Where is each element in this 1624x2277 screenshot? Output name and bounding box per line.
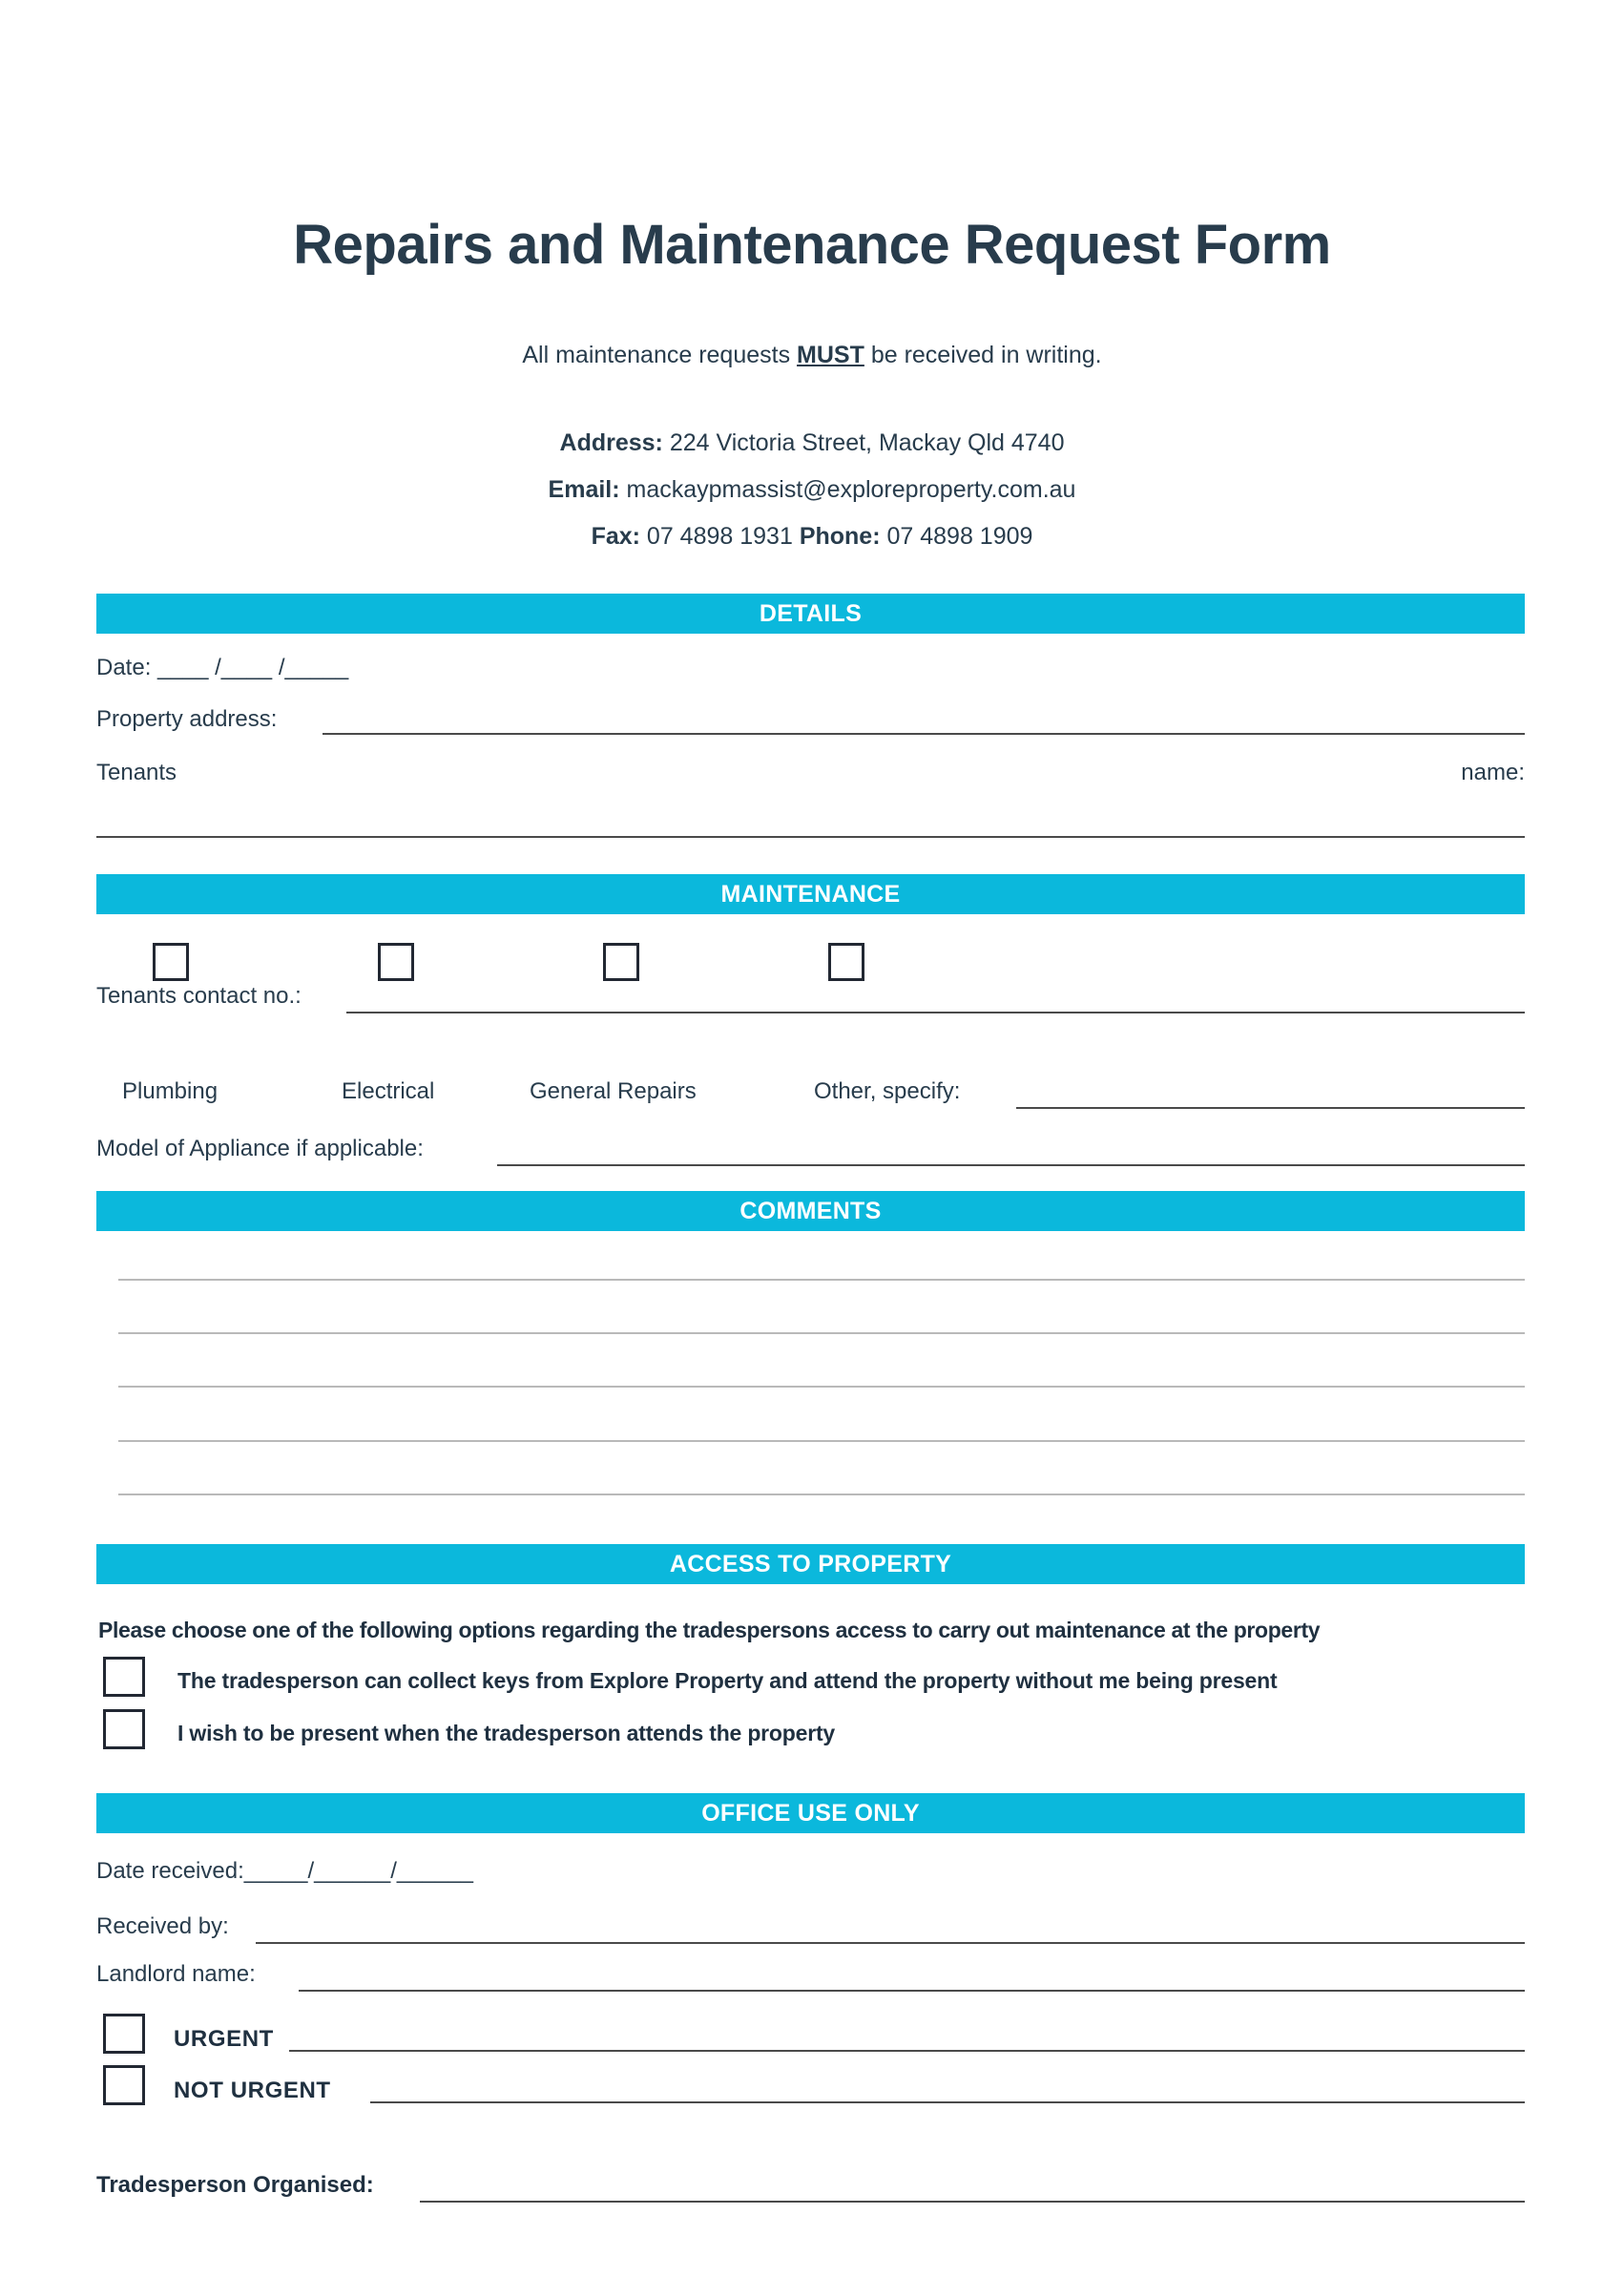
section-heading-maintenance: MAINTENANCE [96,874,1525,914]
checkbox-plumbing[interactable] [153,943,189,981]
checkbox-electrical[interactable] [378,943,414,981]
tenants-name-row [96,760,1525,786]
not-urgent-label: NOT URGENT [174,2078,331,2103]
subtitle-pre: All maintenance requests [522,342,798,368]
contact-address-line [0,420,1624,467]
property-address-label: Property address: [96,706,278,732]
access-option-1-label: The tradesperson can collect keys from Explore Property and attend the property without me being present [177,1668,1278,1693]
page-title: Repairs and Maintenance Request Form [293,214,1331,276]
contact-block [0,420,1624,560]
fax-value: 07 4898 1931 [639,523,800,550]
model-appliance-input-line[interactable] [497,1164,1525,1166]
contact-email-line [0,467,1624,513]
maintenance-option-label-plumbing: Plumbing [122,1078,219,1104]
address-value: 224 Victoria Street, Mackay Qld 4740 [662,429,1065,456]
date-received-label: Date received:_____/______/______ [96,1858,473,1884]
access-instruction-text: Please choose one of the following options regarding the tradespersons access to carry out maintenance at the property [98,1618,1321,1642]
access-option-2-label: I wish to be present when the tradesperson attends the property [177,1721,836,1745]
checkbox-be-present[interactable] [103,1709,145,1749]
comments-line-2[interactable] [118,1332,1525,1334]
landlord-name-input-line[interactable] [299,1990,1525,1992]
contact-fax-phone-line [0,513,1624,560]
other-specify-input-line[interactable] [1016,1107,1525,1109]
tenants-name-label: name: [1461,760,1525,785]
address-label: Address: [559,429,663,456]
maintenance-option-label-general-repairs: General Repairs [530,1078,697,1104]
comments-line-5[interactable] [118,1494,1525,1495]
maintenance-option-label-other: Other, specify: [814,1078,961,1104]
tenants-label: Tenants [96,760,177,785]
email-label: Email: [548,476,620,503]
subtitle [0,342,1624,369]
subtitle-post: be received in writing. [864,342,1102,368]
tradesperson-organised-input-line[interactable] [420,2201,1525,2203]
received-by-label: Received by: [96,1913,229,1939]
comments-line-4[interactable] [118,1440,1525,1442]
comments-line-3[interactable] [118,1386,1525,1388]
tradesperson-organised-label: Tradesperson Organised: [96,2172,374,2198]
subtitle-must-emphasis: MUST [797,342,864,368]
section-heading-comments: COMMENTS [96,1191,1525,1231]
date-field-label: Date: ____ /____ /_____ [96,655,349,680]
phone-value: 07 4898 1909 [880,523,1033,550]
checkbox-urgent[interactable] [103,2014,145,2054]
checkbox-not-urgent[interactable] [103,2065,145,2105]
tenants-name-input-line[interactable] [96,836,1525,838]
email-value: mackaypmassist@exploreproperty.com.au [619,476,1076,503]
property-address-input-line[interactable] [323,733,1525,735]
checkbox-general-repairs[interactable] [603,943,639,981]
model-appliance-label: Model of Appliance if applicable: [96,1136,424,1161]
not-urgent-input-line[interactable] [370,2101,1525,2103]
tenants-contact-label: Tenants contact no.: [96,983,302,1009]
fax-label: Fax: [591,523,640,550]
phone-label: Phone: [799,523,881,550]
urgent-input-line[interactable] [289,2050,1525,2052]
section-heading-access: ACCESS TO PROPERTY [96,1544,1525,1584]
tenants-contact-input-line[interactable] [346,1012,1525,1013]
landlord-name-label: Landlord name: [96,1961,256,1987]
section-heading-office: OFFICE USE ONLY [96,1793,1525,1833]
comments-line-1[interactable] [118,1279,1525,1281]
checkbox-other[interactable] [828,943,864,981]
maintenance-option-label-electrical: Electrical [342,1078,435,1104]
checkbox-collect-keys[interactable] [103,1657,145,1697]
received-by-input-line[interactable] [256,1942,1525,1944]
urgent-label: URGENT [174,2026,274,2052]
section-heading-details: DETAILS [96,594,1525,634]
